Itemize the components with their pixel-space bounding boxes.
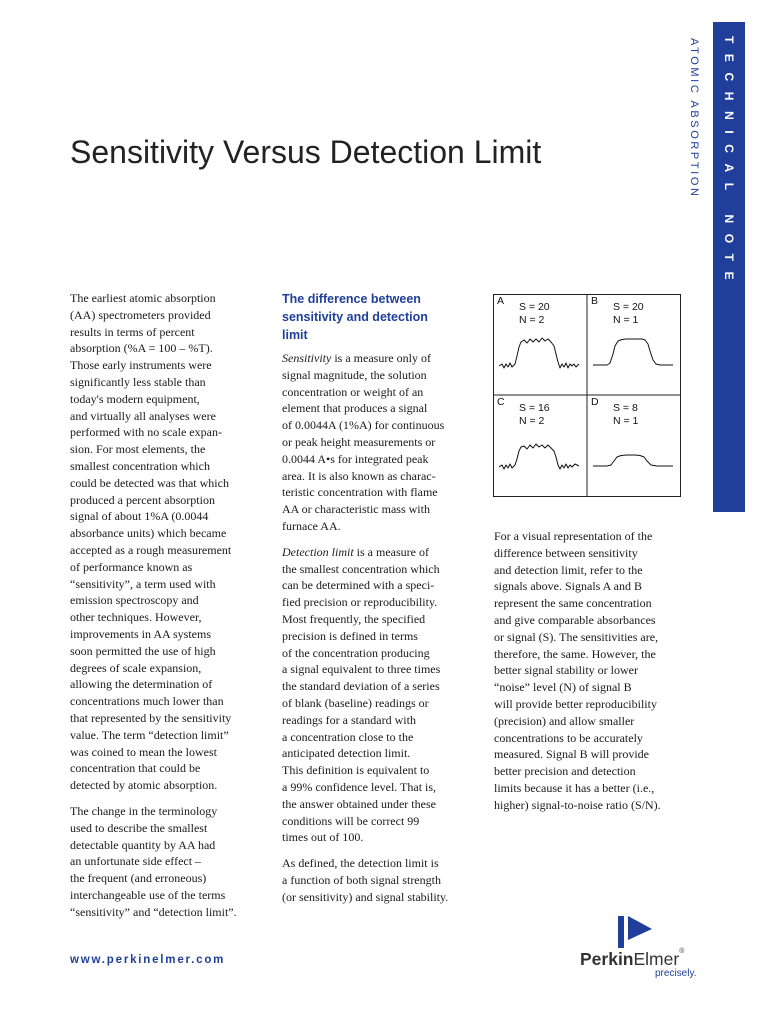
text-line: The change in the terminology: [70, 803, 218, 818]
text-line: concentration that could be: [70, 761, 201, 776]
text-line: soon permitted the use of high: [70, 643, 216, 658]
text-line: absorbance units) which became: [70, 526, 227, 541]
text-line: or signal (S). The sensitivities are,: [494, 629, 659, 644]
text-line: a function of both signal strength: [282, 872, 441, 887]
text-line: emission spectroscopy and: [70, 593, 199, 608]
text-line: (precision) and allow smaller: [494, 713, 635, 728]
intro-paragraph: [70, 290, 266, 794]
text-line: accepted as a rough measurement: [70, 542, 232, 557]
text-line: signal magnitude, the solution: [282, 367, 427, 382]
text-line: concentrations much lower than: [70, 694, 224, 709]
text-line: better precision and detection: [494, 764, 636, 779]
text-line: times out of 100.: [282, 830, 364, 845]
text-line: allowing the determination of: [70, 677, 213, 692]
text-line: Most frequently, the specified: [282, 611, 426, 626]
text-line: a 99% confidence level. That is,: [282, 779, 437, 794]
registered-trademark: ®: [679, 948, 685, 955]
text-line: could be detected was that which: [70, 475, 229, 490]
text-line: “sensitivity” and “detection limit”.: [70, 904, 237, 919]
signal-trace: [499, 444, 579, 469]
text-line: can be determined with a speci-: [282, 578, 435, 593]
text-line: the frequent (and erroneous): [70, 871, 207, 886]
column-1: [70, 290, 266, 929]
definition-paragraph: [282, 855, 478, 905]
text-line: value. The term “detection limit”: [70, 727, 229, 742]
text-line: limits because it has a better (i.e.,: [494, 780, 655, 795]
text-line: [282, 544, 478, 561]
text-line: produced a percent absorption: [70, 492, 215, 507]
text-line: therefore, the same. However, the: [494, 646, 656, 661]
text-line: furnace AA.: [282, 518, 341, 533]
text-line: concentration or weight of an: [282, 384, 424, 399]
panel-letter: A: [497, 295, 505, 307]
signal-comparison-figure: [493, 294, 681, 497]
website-link[interactable]: www.perkinelmer.com: [70, 954, 226, 966]
text-line: anticipated detection limit.: [282, 746, 411, 761]
text-line: or peak height measurements or: [282, 434, 436, 449]
signal-trace: [593, 455, 673, 466]
text-line: of blank (baseline) readings or: [282, 695, 429, 710]
panel-letter: C: [497, 396, 505, 408]
text-line: detectable quantity by AA had: [70, 837, 216, 852]
text-line: signal of about 1%A (0.0044: [70, 509, 209, 524]
text-line: concentrations to be accurately: [494, 730, 643, 745]
text-line: that represented by the sensitivity: [70, 710, 232, 725]
noise-value-label: N = 1: [613, 415, 639, 427]
text-line: area. It is also known as charac-: [282, 468, 436, 483]
text-line-rest: is a measure of: [353, 544, 429, 559]
text-line: performed with no scale expan-: [70, 425, 222, 440]
text-line: and virtually all analyses were: [70, 408, 216, 423]
text-line: a signal equivalent to three times: [282, 662, 441, 677]
text-line: readings for a standard with: [282, 712, 416, 727]
text-line: sion. For most elements, the: [70, 442, 206, 457]
signal-panel-c: [497, 396, 579, 469]
text-line: sensitivity and detection: [282, 310, 428, 324]
text-line: degrees of scale expansion,: [70, 660, 202, 675]
signal-value-label: S = 16: [519, 402, 550, 414]
signal-panel-a: [497, 295, 579, 368]
defined-term: Detection limit: [282, 544, 354, 559]
text-line: and give comparable absorbances: [494, 612, 656, 627]
text-line: precision is defined in terms: [282, 628, 418, 643]
text-line: conditions will be correct 99: [282, 813, 420, 828]
column-3: [494, 528, 690, 823]
sensitivity-paragraph: [282, 350, 478, 535]
text-line: For a visual representation of the: [494, 529, 653, 543]
text-line: (AA) spectrometers provided: [70, 307, 211, 322]
text-line: difference between sensitivity: [494, 545, 638, 560]
detection-limit-paragraph: [282, 544, 478, 846]
noise-value-label: N = 2: [519, 415, 545, 427]
brand-name: [580, 949, 684, 970]
text-line: signals above. Signals A and B: [494, 579, 642, 594]
text-line: results in terms of percent: [70, 324, 195, 339]
text-line: As defined, the detection limit is: [282, 856, 439, 871]
panel-letter: B: [591, 295, 599, 307]
text-line: higher) signal-to-noise ratio (S/N).: [494, 797, 661, 812]
text-line: (or sensitivity) and signal stability.: [282, 889, 449, 904]
text-line: the standard deviation of a series: [282, 679, 440, 694]
text-line: element that produces a signal: [282, 401, 428, 416]
text-line: absorption (%A = 100 – %T).: [70, 341, 213, 356]
signal-trace: [593, 339, 673, 365]
page-title: Sensitivity Versus Detection Limit: [70, 134, 542, 170]
column-2: [282, 290, 478, 915]
text-line: measured. Signal B will provide: [494, 747, 649, 762]
terminology-paragraph: [70, 803, 266, 921]
brand-tagline: precisely.: [655, 968, 697, 979]
text-line: of the concentration producing: [282, 645, 430, 660]
signal-value-label: S = 8: [613, 402, 638, 414]
text-line: Those early instruments were: [70, 358, 212, 373]
text-line: “noise” level (N) of signal B: [494, 680, 632, 695]
text-line: the answer obtained under these: [282, 796, 436, 811]
text-line: This definition is equivalent to: [282, 763, 430, 778]
noise-value-label: N = 2: [519, 314, 545, 326]
text-line: “sensitivity”, a term used with: [70, 576, 216, 591]
text-line: an unfortunate side effect –: [70, 854, 202, 869]
signal-trace: [499, 338, 579, 368]
text-line: other techniques. However,: [70, 610, 202, 625]
panel-letter: D: [591, 396, 599, 408]
text-line: and detection limit, refer to the: [494, 562, 643, 577]
text-line: detected by atomic absorption.: [70, 778, 218, 793]
atomic-absorption-label: ATOMIC ABSORPTION: [688, 38, 700, 199]
text-line: [282, 350, 478, 367]
text-line: interchangeable use of the terms: [70, 887, 226, 902]
text-line: was coined to mean the lowest: [70, 744, 217, 759]
signal-value-label: S = 20: [613, 301, 644, 313]
text-line: 0.0044 A•s for integrated peak: [282, 451, 429, 466]
text-line: today's modern equipment,: [70, 391, 200, 406]
text-line: the smallest concentration which: [282, 561, 440, 576]
noise-value-label: N = 1: [613, 314, 639, 326]
text-line-rest: is a measure only of: [331, 351, 431, 365]
text-line: used to describe the smallest: [70, 820, 208, 835]
brand-name-perkin: Perkin: [580, 949, 634, 969]
text-line: a concentration close to the: [282, 729, 414, 744]
text-line: improvements in AA systems: [70, 626, 211, 641]
text-line: limit: [282, 328, 308, 342]
text-line: AA or characteristic mass with: [282, 502, 430, 517]
text-line: of 0.0044A (1%A) for continuous: [282, 418, 445, 433]
perkinelmer-symbol-icon: [616, 912, 658, 950]
section-heading: [282, 290, 478, 344]
signal-panel-d: [591, 396, 673, 466]
text-line: will provide better reproducibility: [494, 696, 657, 711]
text-line: better signal stability or lower: [494, 663, 638, 678]
text-line: significantly less stable than: [70, 374, 206, 389]
text-line: The difference between: [282, 292, 421, 306]
text-line: teristic concentration with flame: [282, 485, 438, 500]
technical-note-bar: [713, 22, 745, 512]
perkinelmer-logo: [578, 910, 718, 982]
text-line: of performance known as: [70, 559, 193, 574]
technical-note-label: TECHNICAL NOTE: [722, 36, 736, 291]
text-line: smallest concentration which: [70, 458, 210, 473]
defined-term: Sensitivity: [282, 351, 332, 365]
text-line: represent the same concentration: [494, 596, 652, 611]
visual-representation-paragraph: [494, 528, 690, 814]
text-line: The earliest atomic absorption: [70, 291, 216, 305]
brand-name-elmer: Elmer: [633, 949, 680, 969]
signal-value-label: S = 20: [519, 301, 550, 313]
signal-panel-b: [591, 295, 673, 365]
text-line: fied precision or reproducibility.: [282, 595, 438, 610]
